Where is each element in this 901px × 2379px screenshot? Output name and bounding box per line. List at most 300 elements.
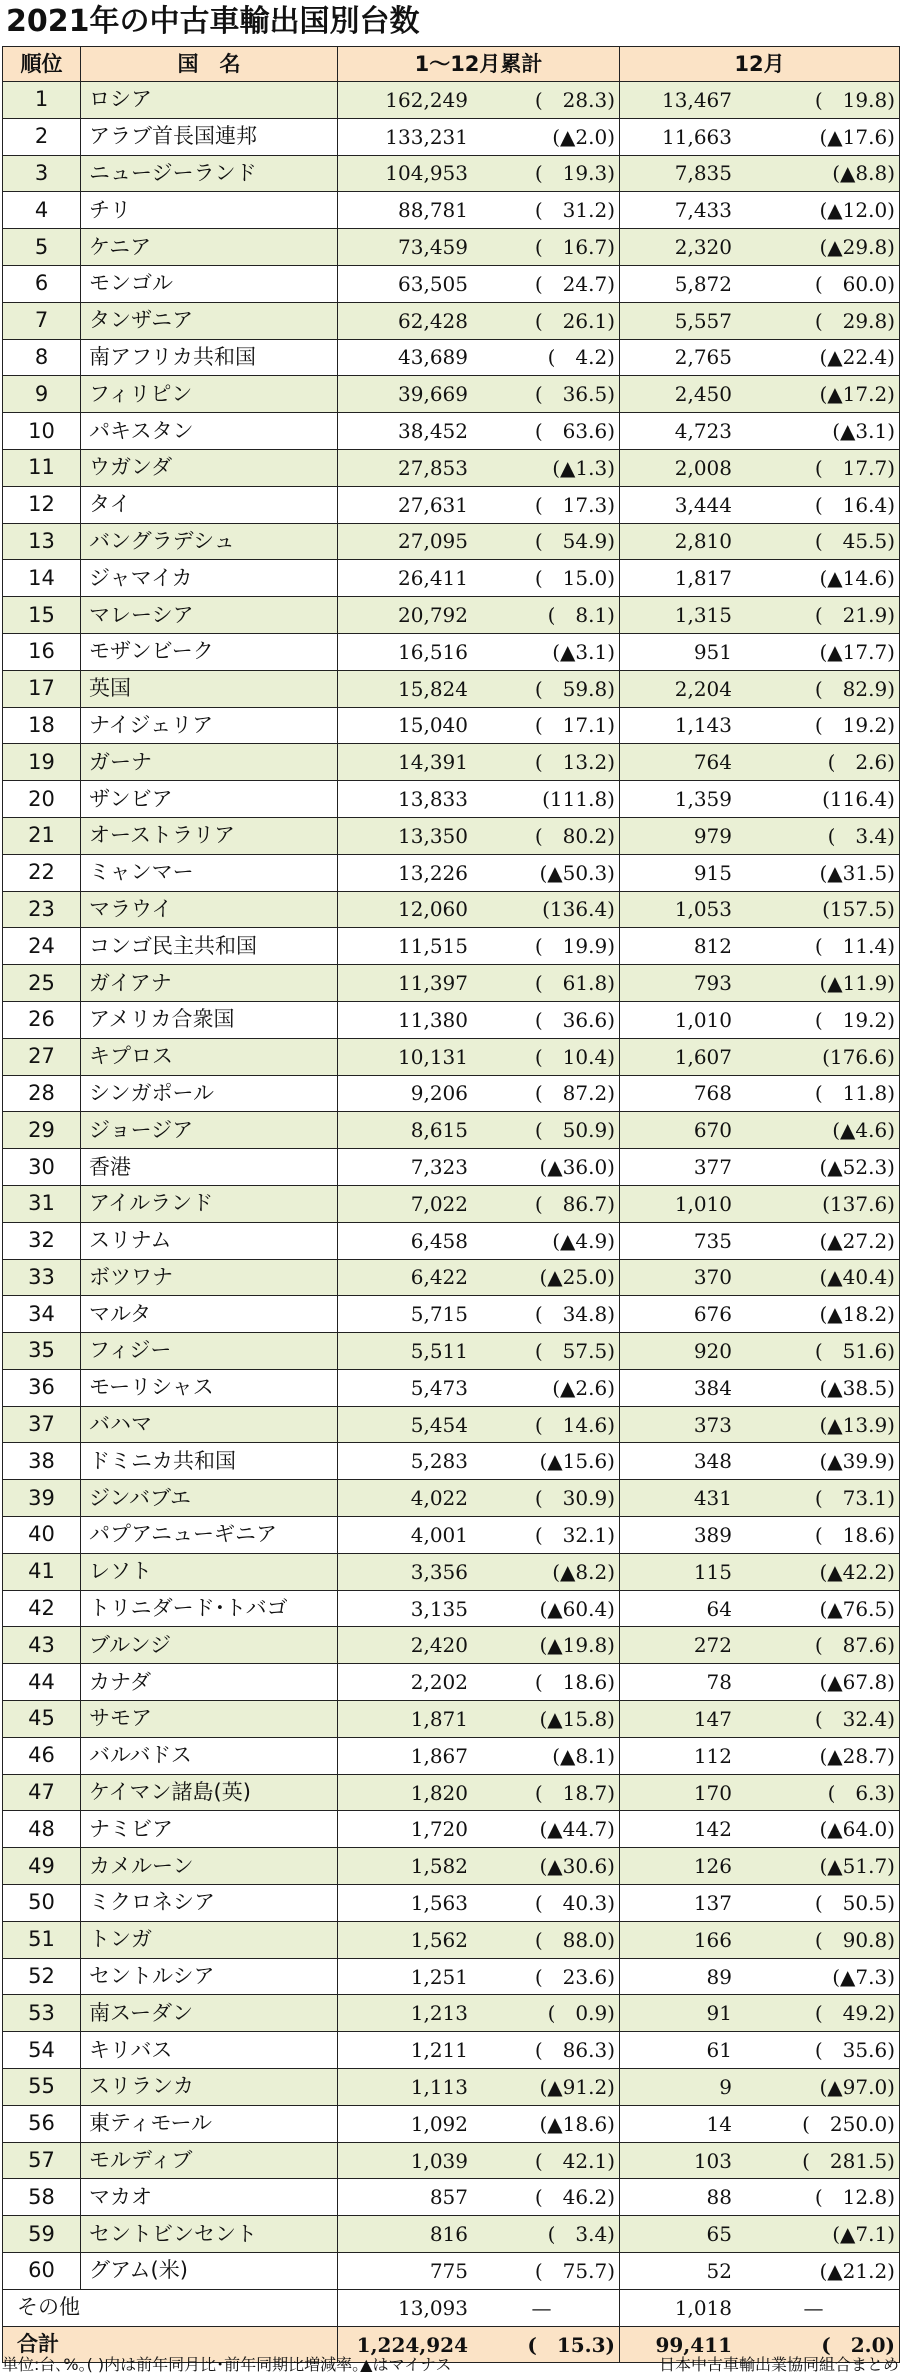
december-value: 115 — [693, 1559, 732, 1584]
cumulative-cell — [338, 1664, 620, 1701]
country-cell: マカオ — [81, 2179, 338, 2216]
rank-cell: 59 — [3, 2216, 81, 2253]
rank-cell: 4 — [3, 192, 81, 229]
table-row — [3, 1590, 900, 1627]
cumulative-value: 775 — [429, 2258, 468, 2283]
december-cell — [620, 523, 900, 560]
december-value: 88 — [706, 2185, 732, 2210]
cumulative-value: 6,458 — [410, 1228, 468, 1253]
cumulative-pct: (▲18.6) — [539, 2111, 615, 2136]
header-country: 国 名 — [81, 47, 338, 82]
december-value: 61 — [706, 2038, 732, 2063]
rank-cell: 29 — [3, 1112, 81, 1149]
cumulative-pct: (▲15.6) — [539, 1449, 615, 1474]
cumulative-cell — [338, 229, 620, 266]
rank-cell: 30 — [3, 1149, 81, 1186]
cumulative-value: 9,206 — [410, 1081, 468, 1106]
table-row — [3, 1517, 900, 1554]
table-row — [3, 1774, 900, 1811]
cumulative-cell — [338, 302, 620, 339]
table-row — [3, 449, 900, 486]
december-cell — [620, 854, 900, 891]
table-row — [3, 376, 900, 413]
december-cell — [620, 1590, 900, 1627]
cumulative-pct: ( 36.5) — [534, 382, 615, 407]
cumulative-pct: ( 10.4) — [534, 1044, 615, 1069]
cumulative-cell — [338, 928, 620, 965]
cumulative-cell — [338, 744, 620, 781]
december-cell — [620, 2253, 900, 2290]
country-cell: 南スーダン — [81, 1995, 338, 2032]
table-row — [3, 523, 900, 560]
december-value: 1,010 — [674, 1007, 732, 1032]
december-pct: ( 19.2) — [814, 713, 895, 738]
cumulative-value: 1,563 — [410, 1890, 468, 1915]
country-cell: ウガンダ — [81, 449, 338, 486]
cumulative-value: 27,631 — [398, 492, 468, 517]
cumulative-pct: ( 19.3) — [534, 161, 615, 186]
cumulative-cell — [338, 1848, 620, 1885]
december-cell — [620, 707, 900, 744]
cumulative-cell — [338, 2069, 620, 2106]
cumulative-value: 816 — [429, 2222, 468, 2247]
december-cell — [620, 1885, 900, 1922]
cumulative-cell — [338, 1406, 620, 1443]
cumulative-value: 1,562 — [410, 1927, 468, 1952]
cumulative-value: 62,428 — [398, 308, 468, 333]
cumulative-value: 15,040 — [398, 713, 468, 738]
country-cell: 英国 — [81, 670, 338, 707]
december-pct: (▲40.4) — [819, 1265, 895, 1290]
december-cell — [620, 1701, 900, 1738]
rank-cell: 37 — [3, 1406, 81, 1443]
cumulative-value: 88,781 — [398, 198, 468, 223]
cumulative-cell — [338, 2105, 620, 2142]
december-value: 764 — [693, 750, 732, 775]
table-row — [3, 2105, 900, 2142]
december-value: 170 — [693, 1780, 732, 1805]
cumulative-pct: ( 32.1) — [534, 1522, 615, 1547]
cumulative-value: 11,380 — [398, 1007, 468, 1032]
rank-cell: 10 — [3, 413, 81, 450]
december-cell — [620, 2216, 900, 2253]
cumulative-value: 1,582 — [410, 1854, 468, 1879]
country-cell: マレーシア — [81, 597, 338, 634]
table-row — [3, 707, 900, 744]
cumulative-value: 38,452 — [398, 419, 468, 444]
table-row — [3, 2032, 900, 2069]
december-cell — [620, 1517, 900, 1554]
cumulative-value: 8,615 — [410, 1118, 468, 1143]
cumulative-pct: (▲91.2) — [539, 2074, 615, 2099]
cumulative-value: 10,131 — [398, 1044, 468, 1069]
rank-cell: 43 — [3, 1627, 81, 1664]
december-value: 389 — [693, 1522, 732, 1547]
december-value: 377 — [693, 1155, 732, 1179]
december-cell — [620, 560, 900, 597]
december-value: 2,450 — [674, 382, 732, 407]
cumulative-pct: (▲2.0) — [552, 124, 615, 149]
cumulative-pct: ( 30.9) — [534, 1486, 615, 1511]
table-header-row — [3, 47, 900, 82]
cumulative-cell — [338, 1222, 620, 1259]
december-pct: ( 3.4) — [827, 823, 895, 848]
table-row — [3, 1480, 900, 1517]
cumulative-pct: (136.4) — [542, 897, 615, 922]
country-cell: アメリカ合衆国 — [81, 1001, 338, 1038]
cumulative-pct: (▲30.6) — [539, 1854, 615, 1879]
cumulative-pct: (▲19.8) — [539, 1633, 615, 1658]
table-row — [3, 1333, 900, 1370]
cumulative-pct: ( 13.2) — [534, 750, 615, 775]
rank-cell: 35 — [3, 1333, 81, 1370]
december-value: 4,723 — [674, 419, 732, 444]
cumulative-value: 1,720 — [410, 1817, 468, 1842]
country-cell: キプロス — [81, 1038, 338, 1075]
cumulative-pct: (▲8.2) — [552, 1559, 615, 1584]
december-value: 64 — [706, 1596, 732, 1621]
country-cell: モーリシャス — [81, 1369, 338, 1406]
december-cell — [620, 449, 900, 486]
cumulative-cell — [338, 1075, 620, 1112]
december-cell — [620, 1001, 900, 1038]
table-row — [3, 1701, 900, 1738]
cumulative-value: 7,323 — [410, 1155, 468, 1179]
cumulative-pct: ( 26.1) — [534, 308, 615, 333]
country-cell: コンゴ民主共和国 — [81, 928, 338, 965]
december-value: 2,810 — [674, 529, 732, 554]
december-pct: (▲7.3) — [832, 1964, 895, 1989]
december-value: 979 — [693, 823, 732, 848]
december-pct: ( 45.5) — [814, 529, 895, 554]
table-row — [3, 854, 900, 891]
country-cell: ナミビア — [81, 1811, 338, 1848]
december-pct: ( 18.6) — [814, 1522, 895, 1547]
rank-cell: 13 — [3, 523, 81, 560]
country-cell: アイルランド — [81, 1185, 338, 1222]
other-cumulative-pct: — — [531, 2295, 552, 2320]
december-value: 1,315 — [674, 603, 732, 628]
december-pct: ( 49.2) — [814, 2001, 895, 2026]
cumulative-pct: ( 61.8) — [534, 971, 615, 996]
country-cell: ドミニカ共和国 — [81, 1443, 338, 1480]
table-row — [3, 1149, 900, 1186]
rank-cell: 3 — [3, 155, 81, 192]
december-pct: ( 11.4) — [814, 934, 895, 959]
december-cell — [620, 1185, 900, 1222]
december-cell — [620, 1848, 900, 1885]
table-row — [3, 817, 900, 854]
december-cell — [620, 1222, 900, 1259]
cumulative-cell — [338, 413, 620, 450]
december-cell — [620, 2069, 900, 2106]
country-cell: オーストラリア — [81, 817, 338, 854]
cumulative-pct: ( 28.3) — [534, 87, 615, 112]
december-pct: ( 35.6) — [814, 2038, 895, 2063]
december-value: 812 — [693, 934, 732, 959]
country-cell: ジャマイカ — [81, 560, 338, 597]
cumulative-value: 5,283 — [410, 1449, 468, 1474]
cumulative-cell — [338, 1112, 620, 1149]
country-cell: スリナム — [81, 1222, 338, 1259]
december-cell — [620, 1995, 900, 2032]
table-row — [3, 1075, 900, 1112]
december-value: 1,359 — [674, 787, 732, 812]
table-row — [3, 1811, 900, 1848]
december-cell — [620, 781, 900, 818]
cumulative-cell — [338, 1038, 620, 1075]
country-cell: ケイマン諸島(英) — [81, 1774, 338, 1811]
december-value: 5,872 — [674, 271, 732, 296]
december-cell — [620, 1259, 900, 1296]
cumulative-pct: ( 3.4) — [547, 2222, 615, 2247]
cumulative-value: 26,411 — [398, 566, 468, 591]
table-row — [3, 1737, 900, 1774]
cumulative-value: 1,113 — [410, 2074, 468, 2099]
table-row — [3, 1001, 900, 1038]
cumulative-pct: ( 59.8) — [534, 676, 615, 701]
other-cumulative-value: 13,093 — [398, 2295, 468, 2320]
december-cell — [620, 744, 900, 781]
cumulative-pct: ( 42.1) — [534, 2148, 615, 2173]
december-pct: (▲31.5) — [819, 860, 895, 885]
cumulative-value: 104,953 — [385, 161, 468, 186]
december-cell — [620, 633, 900, 670]
table-row — [3, 1664, 900, 1701]
december-value: 676 — [693, 1302, 732, 1327]
country-cell: レソト — [81, 1553, 338, 1590]
december-value: 9 — [719, 2074, 732, 2099]
december-value: 1,143 — [674, 713, 732, 738]
december-value: 7,835 — [674, 161, 732, 186]
table-row — [3, 781, 900, 818]
cumulative-pct: ( 17.1) — [534, 713, 615, 738]
december-cell — [620, 597, 900, 634]
cumulative-cell — [338, 192, 620, 229]
cumulative-pct: ( 86.7) — [534, 1191, 615, 1216]
cumulative-pct: (▲15.8) — [539, 1706, 615, 1731]
cumulative-pct: ( 4.2) — [547, 345, 615, 370]
cumulative-value: 13,350 — [398, 823, 468, 848]
rank-cell: 52 — [3, 1958, 81, 1995]
cumulative-cell — [338, 1443, 620, 1480]
december-value: 670 — [693, 1118, 732, 1143]
country-cell: マラウイ — [81, 891, 338, 928]
table-row — [3, 1038, 900, 1075]
country-cell: キリバス — [81, 2032, 338, 2069]
december-pct: ( 19.8) — [814, 87, 895, 112]
cumulative-cell — [338, 118, 620, 155]
cumulative-cell — [338, 1553, 620, 1590]
rank-cell: 44 — [3, 1664, 81, 1701]
total-label: 合計 — [3, 2326, 338, 2363]
cumulative-value: 4,022 — [410, 1486, 468, 1511]
cumulative-value: 1,867 — [410, 1743, 468, 1768]
rank-cell: 28 — [3, 1075, 81, 1112]
rank-cell: 6 — [3, 265, 81, 302]
cumulative-cell — [338, 1921, 620, 1958]
country-cell: トリニダード･トバゴ — [81, 1590, 338, 1627]
cumulative-pct: (▲44.7) — [539, 1817, 615, 1842]
table-row — [3, 1553, 900, 1590]
cumulative-pct: (▲25.0) — [539, 1265, 615, 1290]
table-row — [3, 2179, 900, 2216]
december-pct: (▲67.8) — [819, 1670, 895, 1695]
december-pct: (▲38.5) — [819, 1375, 895, 1400]
table-row — [3, 744, 900, 781]
table-row — [3, 928, 900, 965]
table-row — [3, 1921, 900, 1958]
other-row — [3, 2289, 900, 2326]
december-value: 166 — [693, 1927, 732, 1952]
cumulative-value: 1,871 — [410, 1706, 468, 1731]
header-december: 12月 — [620, 47, 900, 82]
december-value: 126 — [693, 1854, 732, 1879]
cumulative-value: 4,001 — [410, 1522, 468, 1547]
cumulative-value: 3,356 — [410, 1559, 468, 1584]
december-pct: (176.6) — [822, 1044, 895, 1069]
rank-cell: 53 — [3, 1995, 81, 2032]
cumulative-value: 15,824 — [398, 676, 468, 701]
cumulative-value: 5,715 — [410, 1302, 468, 1327]
december-pct: ( 32.4) — [814, 1706, 895, 1731]
december-value: 7,433 — [674, 198, 732, 223]
rank-cell: 40 — [3, 1517, 81, 1554]
rank-cell: 34 — [3, 1296, 81, 1333]
rank-cell: 23 — [3, 891, 81, 928]
december-value: 65 — [706, 2222, 732, 2247]
table-row — [3, 118, 900, 155]
cumulative-pct: ( 88.0) — [534, 1927, 615, 1952]
cumulative-value: 2,202 — [410, 1670, 468, 1695]
rank-cell: 51 — [3, 1921, 81, 1958]
december-value: 768 — [693, 1081, 732, 1106]
cumulative-cell — [338, 560, 620, 597]
december-value: 2,204 — [674, 676, 732, 701]
rank-cell: 56 — [3, 2105, 81, 2142]
december-value: 272 — [693, 1633, 732, 1658]
december-pct: (▲22.4) — [819, 345, 895, 370]
cumulative-value: 12,060 — [398, 897, 468, 922]
country-cell: ミャンマー — [81, 854, 338, 891]
cumulative-pct: (▲60.4) — [539, 1596, 615, 1621]
december-cell — [620, 670, 900, 707]
footer-source: 日本中古車輸出業協同組合まとめ — [658, 2355, 899, 2374]
december-cell — [620, 1369, 900, 1406]
rank-cell: 17 — [3, 670, 81, 707]
cumulative-pct: (▲4.9) — [552, 1228, 615, 1253]
cumulative-cell — [338, 155, 620, 192]
rank-cell: 36 — [3, 1369, 81, 1406]
december-pct: ( 87.6) — [814, 1633, 895, 1658]
december-pct: ( 60.0) — [814, 271, 895, 296]
cumulative-cell — [338, 597, 620, 634]
december-pct: ( 90.8) — [814, 1927, 895, 1952]
footer — [2, 2352, 899, 2375]
country-cell: セントルシア — [81, 1958, 338, 1995]
country-cell: ボツワナ — [81, 1259, 338, 1296]
december-value: 915 — [693, 860, 732, 885]
december-pct: (116.4) — [822, 787, 895, 812]
december-value: 142 — [693, 1817, 732, 1842]
december-pct: (▲64.0) — [819, 1817, 895, 1842]
cumulative-pct: ( 54.9) — [534, 529, 615, 554]
cumulative-cell — [338, 339, 620, 376]
december-cell — [620, 413, 900, 450]
december-cell — [620, 302, 900, 339]
cumulative-cell — [338, 1811, 620, 1848]
rank-cell: 32 — [3, 1222, 81, 1259]
cumulative-pct: ( 18.7) — [534, 1780, 615, 1805]
rank-cell: 45 — [3, 1701, 81, 1738]
country-cell: 東ティモール — [81, 2105, 338, 2142]
december-value: 793 — [693, 971, 732, 996]
page-title: 2021年の中古車輸出国別台数 — [6, 4, 420, 39]
december-pct: (▲76.5) — [819, 1596, 895, 1621]
cumulative-value: 1,211 — [410, 2038, 468, 2063]
cumulative-cell — [338, 1480, 620, 1517]
other-cumulative-cell — [338, 2289, 620, 2326]
rank-cell: 21 — [3, 817, 81, 854]
cumulative-cell — [338, 1296, 620, 1333]
december-value: 920 — [693, 1338, 732, 1363]
table-row — [3, 1222, 900, 1259]
december-pct: (▲4.6) — [832, 1118, 895, 1143]
table-row — [3, 1369, 900, 1406]
december-cell — [620, 2105, 900, 2142]
cumulative-cell — [338, 1701, 620, 1738]
cumulative-value: 73,459 — [398, 235, 468, 260]
table-row — [3, 1185, 900, 1222]
december-pct: ( 82.9) — [814, 676, 895, 701]
rank-cell: 39 — [3, 1480, 81, 1517]
country-cell: ガーナ — [81, 744, 338, 781]
table-row — [3, 633, 900, 670]
december-pct: (▲17.7) — [819, 639, 895, 664]
country-cell: モルディブ — [81, 2142, 338, 2179]
cumulative-pct: ( 16.7) — [534, 235, 615, 260]
december-pct: (▲17.2) — [819, 382, 895, 407]
december-value: 3,444 — [674, 492, 732, 517]
country-cell: カメルーン — [81, 1848, 338, 1885]
december-pct: (▲11.9) — [819, 971, 895, 996]
december-pct: ( 29.8) — [814, 308, 895, 333]
december-pct: ( 6.3) — [827, 1780, 895, 1805]
cumulative-pct: ( 40.3) — [534, 1890, 615, 1915]
table-row — [3, 1296, 900, 1333]
cumulative-value: 3,135 — [410, 1596, 468, 1621]
cumulative-pct: ( 18.6) — [534, 1670, 615, 1695]
cumulative-cell — [338, 1517, 620, 1554]
cumulative-pct: ( 15.0) — [534, 566, 615, 591]
country-cell: 香港 — [81, 1149, 338, 1186]
december-cell — [620, 965, 900, 1002]
table-row — [3, 229, 900, 266]
cumulative-cell — [338, 1627, 620, 1664]
cumulative-pct: ( 17.3) — [534, 492, 615, 517]
cumulative-cell — [338, 670, 620, 707]
cumulative-value: 2,420 — [410, 1633, 468, 1658]
table-row — [3, 2142, 900, 2179]
country-cell: ミクロネシア — [81, 1885, 338, 1922]
december-value: 370 — [693, 1265, 732, 1290]
rank-cell: 49 — [3, 1848, 81, 1885]
rank-cell: 41 — [3, 1553, 81, 1590]
december-pct: ( 17.7) — [814, 455, 895, 480]
table-row — [3, 597, 900, 634]
rank-cell: 2 — [3, 118, 81, 155]
december-value: 14 — [706, 2111, 732, 2136]
